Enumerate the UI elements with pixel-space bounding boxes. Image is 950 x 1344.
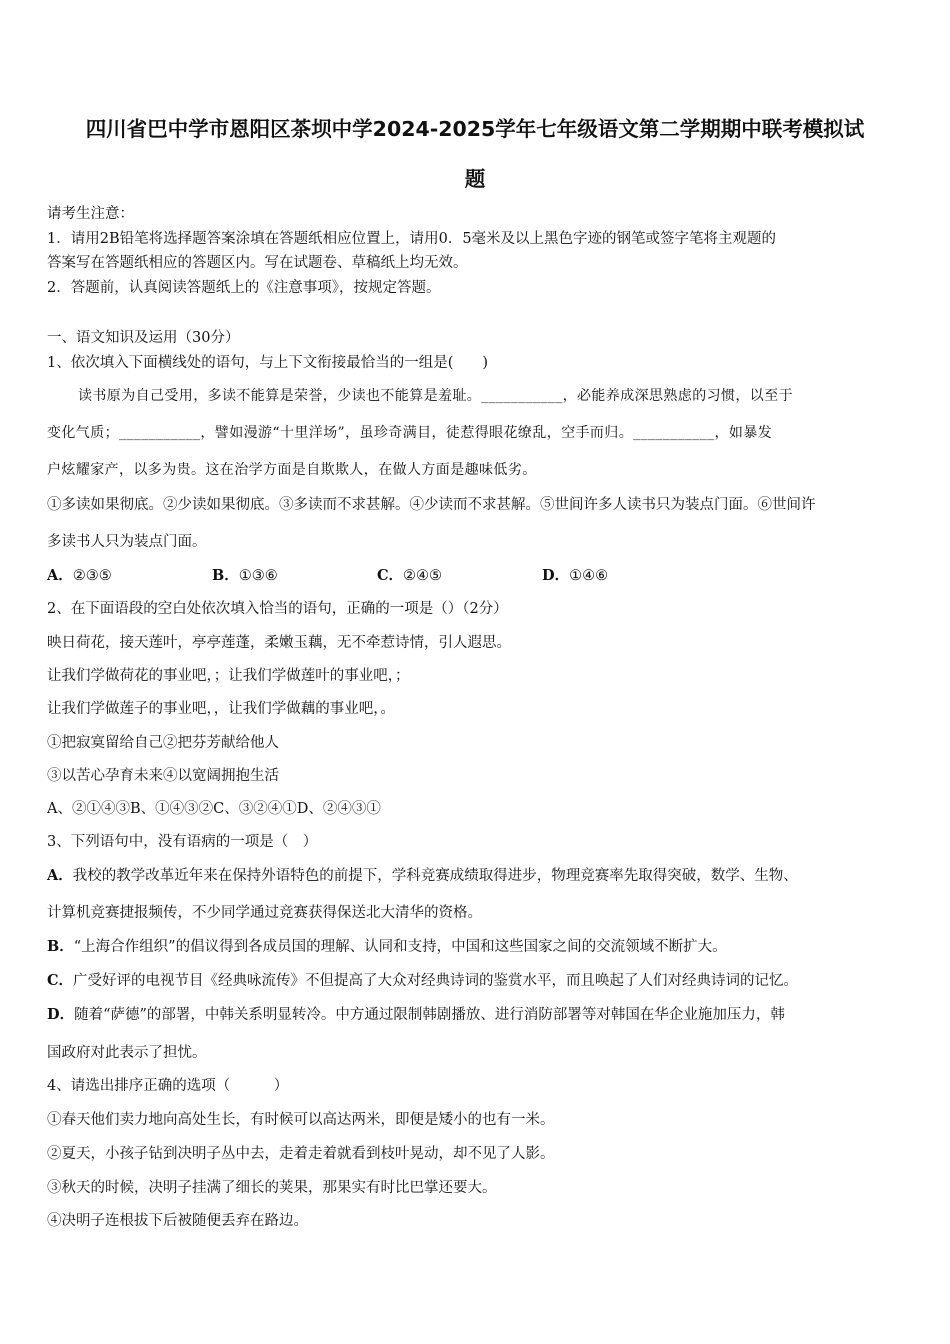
q2-line2: 让我们学做荷花的事业吧，；让我们学做莲叶的事业吧，；: [47, 668, 410, 684]
q4-stem: 4、请选出排序正确的选项（ ）: [47, 1078, 289, 1094]
q1-option-d-text: ①④⑥: [569, 568, 609, 584]
q3-option-d-line1[interactable]: [47, 1003, 785, 1024]
q2-line5: ③以苦心孕育未来④以宽阔拥抱生活: [47, 768, 279, 784]
q3-option-a-line2: 计算机竞赛捷报频传，不少同学通过竞赛获得保送北大清华的资格。: [47, 905, 482, 921]
q3-option-b-text: “上海合作组织”的倡议得到各成员国的理解、认同和支持，中国和这些国家之间的交流领域不断扩大。: [73, 939, 727, 955]
q1-passage-line3: 户炫耀家产，以多为贵。这在治学方面是自欺欺人，在做人方面是趣味低劣。: [47, 462, 537, 478]
q2-options: A、②①④③B、①④③②C、③②④①D、②④③①: [47, 801, 381, 817]
q1-passage-line1: 读书原为自己受用，多读不能算是荣誉，少读也不能算是羞耻。___________，必能养成深思熟虑的习惯，以至于: [78, 388, 793, 404]
notice-heading: 请考生注意：: [47, 206, 134, 222]
q4-sentence-4: ④决明子连根拔下后被随便丢弃在路边。: [47, 1213, 308, 1229]
q1-passage-line2: 变化气质；___________，譬如漫游“十里洋场”，虽珍奇满目，徒惹得眼花缭乱，空手而归。___________，如暴发: [47, 425, 773, 441]
q3-option-a-text: 我校的教学改革近年来在保持外语特色的前提下，学科竞赛成绩取得进步，物理竞赛率先取得突破，数学、生物、: [72, 868, 798, 884]
q1-option-a[interactable]: [47, 564, 112, 585]
q1-option-b-text: ①③⑥: [238, 568, 278, 584]
q4-sentence-3: ③秋天的时候，决明子挂满了细长的荚果，那果实有时比巴掌还要大。: [47, 1180, 497, 1196]
q2-stem: 2、在下面语段的空白处依次填入恰当的语句，正确的一项是（）（2分）: [47, 601, 508, 617]
q2-line4: ①把寂寞留给自己②把芬芳献给他人: [47, 735, 279, 751]
q1-choices-line1: ①多读如果彻底。②少读如果彻底。③多读而不求甚解。④少读而不求甚解。⑤世间许多人读书只为装点门面。⑥世间许: [47, 497, 816, 513]
q3-option-d-text: 随着“萨德”的部署，中韩关系明显转冷。中方通过限制韩剧播放、进行消防部署等对韩国在华企业施加压力，韩: [74, 1007, 785, 1023]
q4-sentence-2: ②夏天，小孩子钻到决明子丛中去，走着走着就看到枝叶晃动，却不见了人影。: [47, 1146, 555, 1162]
q1-stem: 1、依次填入下面横线处的语句，与上下文衔接最恰当的一组是( ): [47, 355, 489, 371]
q3-option-c-text: 广受好评的电视节目《经典咏流传》不但提高了大众对经典诗词的鉴赏水平，而且唤起了人们对经典诗词的记忆。: [73, 973, 799, 989]
notice-item1-line2: 答案写在答题纸相应的答题区内。写在试题卷、草稿纸上均无效。: [47, 255, 468, 271]
q3-option-d-label: D．: [47, 1006, 75, 1023]
q3-option-b-label: B．: [47, 938, 74, 955]
q4-sentence-1: ①春天他们卖力地向高处生长，有时候可以高达两米，即便是矮小的也有一米。: [47, 1112, 555, 1128]
q1-option-d-label: D．: [542, 567, 570, 584]
q1-option-b[interactable]: [212, 564, 278, 585]
q1-option-d[interactable]: [542, 564, 608, 585]
q2-line3: 让我们学做莲子的事业吧，，让我们学做藕的事业吧，。: [47, 701, 395, 717]
q3-option-d-line2: 国政府对此表示了担忧。: [47, 1045, 207, 1061]
q3-stem: 3、下列语句中，没有语病的一项是（ ）: [47, 834, 318, 850]
notice-item1-line1: 1．请用2B铅笔将选择题答案涂填在答题纸相应位置上，请用0．5毫米及以上黑色字迹的钢笔或签字笔将主观题的: [47, 231, 777, 247]
exam-title-line2: 题: [464, 167, 486, 191]
q1-option-c[interactable]: [377, 564, 442, 585]
q3-option-c-label: C．: [47, 972, 74, 989]
q1-option-a-text: ②③⑤: [72, 568, 112, 584]
q2-line1: 映日荷花，接天莲叶，亭亭莲蓬，柔嫩玉藕，无不牵惹诗情，引人遐思。: [47, 635, 511, 651]
q1-choices-line2: 多读书人只为装点门面。: [47, 534, 207, 550]
q3-option-b[interactable]: [47, 935, 727, 956]
q1-option-c-text: ②④⑤: [403, 568, 443, 584]
q3-option-c[interactable]: [47, 969, 798, 990]
notice-item2: 2．答题前，认真阅读答题纸上的《注意事项》，按规定答题。: [47, 280, 441, 296]
q1-option-b-label: B．: [212, 567, 239, 584]
section-heading: 一、语文知识及运用（30分）: [47, 330, 240, 346]
q3-option-a-label: A．: [47, 867, 73, 884]
q3-option-a-line1[interactable]: [47, 864, 798, 885]
exam-title-line1: 四川省巴中学市恩阳区茶坝中学2024-2025学年七年级语文第二学期期中联考模拟试: [85, 117, 865, 141]
q1-option-c-label: C．: [377, 567, 404, 584]
q1-option-a-label: A．: [47, 567, 73, 584]
